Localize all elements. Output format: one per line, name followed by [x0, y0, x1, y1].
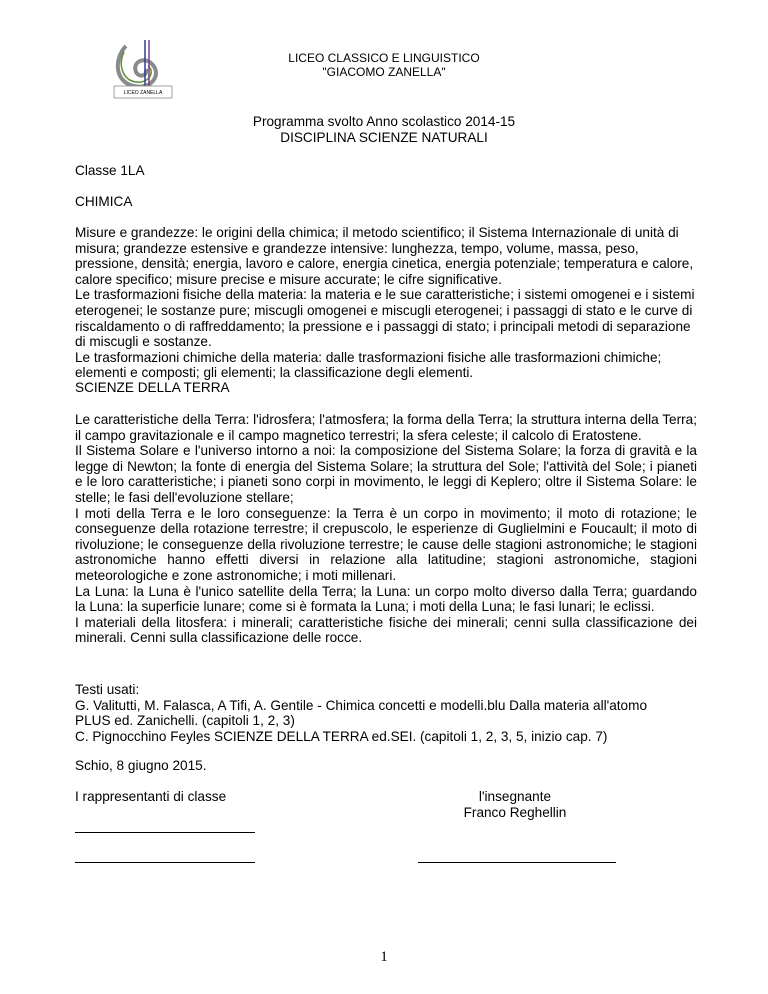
chemistry-paragraph: Le trasformazioni chimiche della materia: dalle trasformazioni fisiche alle trasformazioni chimiche; elementi e composti; gli elementi; la classificazione degli elementi.	[75, 349, 662, 381]
representatives-label: I rappresentanti di classe	[75, 789, 227, 804]
earth-science-heading: SCIENZE DELLA TERRA	[75, 380, 230, 395]
logo-caption: LICEO ZANELLA	[123, 90, 163, 96]
signature-line-representative-1	[75, 832, 255, 833]
school-name	[0, 52, 768, 79]
teacher-block	[430, 789, 600, 820]
teacher-label: l'insegnante	[478, 789, 552, 804]
chemistry-paragraph: Misure e grandezze: le origini della chimica; il metodo scientifico; il Sistema Internazionale di unità di misura; grandezze estensive e grandezze intensive: lunghezza, tempo, volume, massa, peso, pressione, densità; energia, lavoro e calore, energia cinetica, energia potenziale; temperatura e calore, calore specifico; misure precise e misure accurate; le cifre significative.	[75, 225, 694, 287]
earth-science-paragraph: I materiali della litosfera: i minerali; caratteristiche fisiche dei minerali; cenni sulla classificazione dei minerali. Cenni sulla classificazione delle rocce.	[75, 614, 697, 646]
chemistry-heading: CHIMICA	[75, 194, 133, 209]
earth-science-paragraph: Le caratteristiche della Terra: l'idrosfera; l'atmosfera; la forma della Terra; la struttura interna della Terra; il campo gravitazionale e il campo magnetico terrestri; la sfera celeste; il calcolo di Eratostene.	[75, 412, 697, 443]
discipline: DISCIPLINA SCIENZE NATURALI	[280, 129, 488, 145]
school-type: LICEO CLASSICO E LINGUISTICO	[288, 51, 480, 65]
teacher-name: Franco Reghellin	[463, 804, 567, 820]
textbook-line: PLUS ed. Zanichelli. (capitoli 1, 2, 3)	[75, 713, 295, 729]
place-date: Schio, 8 giugno 2015.	[75, 758, 207, 773]
earth-science-paragraph: Il Sistema Solare e l'universo intorno a noi: la composizione del Sistema Solare; la forza di gravità e la legge di Newton; la fonte di energia del Sistema Solare; la struttura del Sole; l'attività del Sole; i pianeti e le loro caratteristiche; i pianeti sono corpi in movimento, le leggi di Keplero; oltre il Sistema Solare: le stelle; le fasi dell'evoluzione stellare;	[75, 443, 697, 505]
class-label: Classe 1LA	[75, 163, 145, 178]
school-title: "GIACOMO ZANELLA"	[322, 64, 446, 79]
earth-science-paragraph: La Luna: la Luna è l'unico satellite della Terra; la Luna: un corpo molto diverso dalla Terra; guardando la Luna: la superficie lunare; come si è formata la Luna; i moti della Luna; le fasi lunari; le eclissi.	[75, 583, 697, 615]
textbooks-section	[75, 682, 697, 744]
chemistry-paragraph: Le trasformazioni fisiche della materia: la materia e le sue caratteristiche; i sistemi omogenei e i sistemi eterogenei; le sostanze pure; miscugli omogenei e miscugli eterogenei; i passaggi di stato e le curve di riscaldamento o di raffreddamento; la pressione e i passaggi di stato; i principali metodi di separazione di miscugli e sostanze.	[75, 287, 695, 350]
earth-science-section	[75, 412, 697, 646]
signature-line-teacher	[418, 862, 616, 863]
textbook-line: C. Pignocchino Feyles SCIENZE DELLA TERRA ed.SEI. (capitoli 1, 2, 3, 5, inizio cap. 7)	[75, 728, 608, 744]
chemistry-section	[75, 225, 697, 381]
textbooks-heading: Testi usati:	[75, 682, 140, 697]
program-title	[0, 114, 768, 145]
textbook-line: G. Valitutti, M. Falasca, A Tifi, A. Gentile - Chimica concetti e modelli.blu Dalla materia all'atomo	[75, 697, 647, 713]
signature-line-representative-2	[75, 862, 255, 863]
page-number: 1	[380, 949, 388, 965]
earth-science-paragraph: I moti della Terra e le loro conseguenze: la Terra è un corpo in movimento; il moto di rotazione; le conseguenze della rotazione terrestre; il crepuscolo, le esperienze di Guglielmini e Foucault; il moto di rivoluzione; le conseguenze della rivoluzione terrestre; le cause delle stagioni astronomiche; le stagioni astronomiche hanno effetti diversi in relazione alla latitudine; stagioni astronomiche, stagioni meteorologiche e zone astronomiche; i moti millenari.	[75, 505, 697, 583]
school-year: Programma svolto Anno scolastico 2014-15	[252, 114, 516, 129]
